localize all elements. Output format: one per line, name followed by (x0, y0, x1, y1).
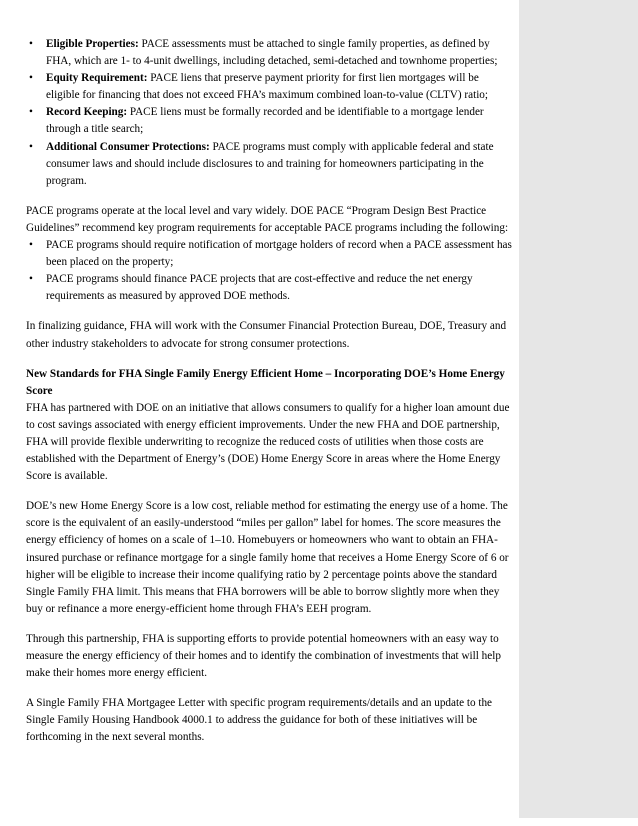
item-text: PACE programs should finance PACE projects that are cost-effective and reduce the net energy requirements as measured by approved DOE methods. (46, 273, 473, 303)
list-item (26, 104, 512, 138)
item-text: PACE liens that preserve payment priority for first lien mortgages will be eligible for financing that does not exceed FHA’s maximum combined loan-to-value (CLTV) ratio; (46, 72, 489, 102)
document-body (26, 36, 512, 746)
item-text: PACE programs should require notification of mortgage holders of record when a PACE assessment has been placed on the property; (46, 239, 512, 269)
finalizing-paragraph: In finalizing guidance, FHA will work with the Consumer Financial Protection Bureau, DOE, Treasury and other industry stakeholders to advocate for strong consumer protections. (26, 320, 507, 350)
list-item (26, 70, 512, 104)
bullet-icon: • (29, 72, 33, 85)
list-item (26, 139, 512, 190)
item-label: Additional Consumer Protections: (46, 140, 210, 153)
item-text: PACE programs must comply with applicable federal and state consumer laws and should include disclosures to and training for homeowners participating in the program. (46, 140, 494, 187)
list-item (26, 237, 512, 271)
bullet-icon: • (29, 273, 33, 286)
bullet-icon: • (29, 140, 33, 153)
bullet-icon: • (29, 38, 33, 50)
item-label: Equity Requirement: (46, 72, 148, 85)
pace-guidelines-list (26, 237, 512, 305)
bullet-icon: • (29, 239, 33, 252)
home-energy-score-paragraph: DOE’s new Home Energy Score is a low cost, reliable method for estimating the energy use of a home. The score is the equivalent of an easily-understood “miles per gallon” label for homes. The score measures the energy efficiency of homes on a scale of 1–10. Homebuyers or homeowners who want to obtain an FHA-insured purchase or refinance mortgage for a single family home that receives a Home Energy Score of 6 or higher will be eligible to increase their income qualifying ratio by 2 percentage points above the standard Single Family FHA limit. This means that FHA borrowers will be able to borrow slightly more when they buy or refinance a more energy-efficient home through FHA’s EEH program. (26, 500, 509, 615)
list-item (26, 271, 512, 305)
bullet-icon: • (29, 106, 33, 119)
item-text: PACE liens must be formally recorded and be identifiable to a mortgage lender through a title search; (46, 106, 484, 136)
mortgagee-letter-paragraph: A Single Family FHA Mortgagee Letter with specific program requirements/details and an update to the Single Family Housing Handbook 4000.1 to address the guidance for both of these initiatives will be forthcoming in the next several months. (26, 697, 493, 744)
item-label: Record Keeping: (46, 106, 128, 119)
list-item (26, 36, 512, 70)
item-text: PACE assessments must be attached to single family properties, as defined by FHA, which are 1- to 4-unit dwellings, including detached, semi-detached and townhome properties; (46, 38, 498, 68)
partnership-paragraph: Through this partnership, FHA is supporting efforts to provide potential homeowners with an easy way to measure the energy efficiency of their homes and to identify the combination of investments that will help make their homes more energy efficient. (26, 632, 501, 680)
pace-requirements-list (26, 36, 512, 190)
item-label: Eligible Properties: (46, 38, 139, 50)
section-heading (26, 366, 512, 400)
pace-intro-paragraph: PACE programs operate at the local level and vary widely. DOE PACE “Program Design Best Practice Guidelines” recommend key program requirements for acceptable PACE programs including the following: (26, 204, 509, 234)
section-heading-text: New Standards for FHA Single Family Energy Efficient Home – Incorporating DOE’s Home Energy Score (26, 367, 505, 397)
partnered-paragraph: FHA has partnered with DOE on an initiative that allows consumers to qualify for a higher loan amount due to cost savings associated with energy efficient improvements. Under the new FHA and DOE partnership, FHA will provide flexible underwriting to recognize the reduced costs of utilities when those costs are established with the Department of Energy’s (DOE) Home Energy Score in areas where the Home Energy Score is available. (26, 401, 510, 483)
comment-sidebar (519, 0, 638, 818)
